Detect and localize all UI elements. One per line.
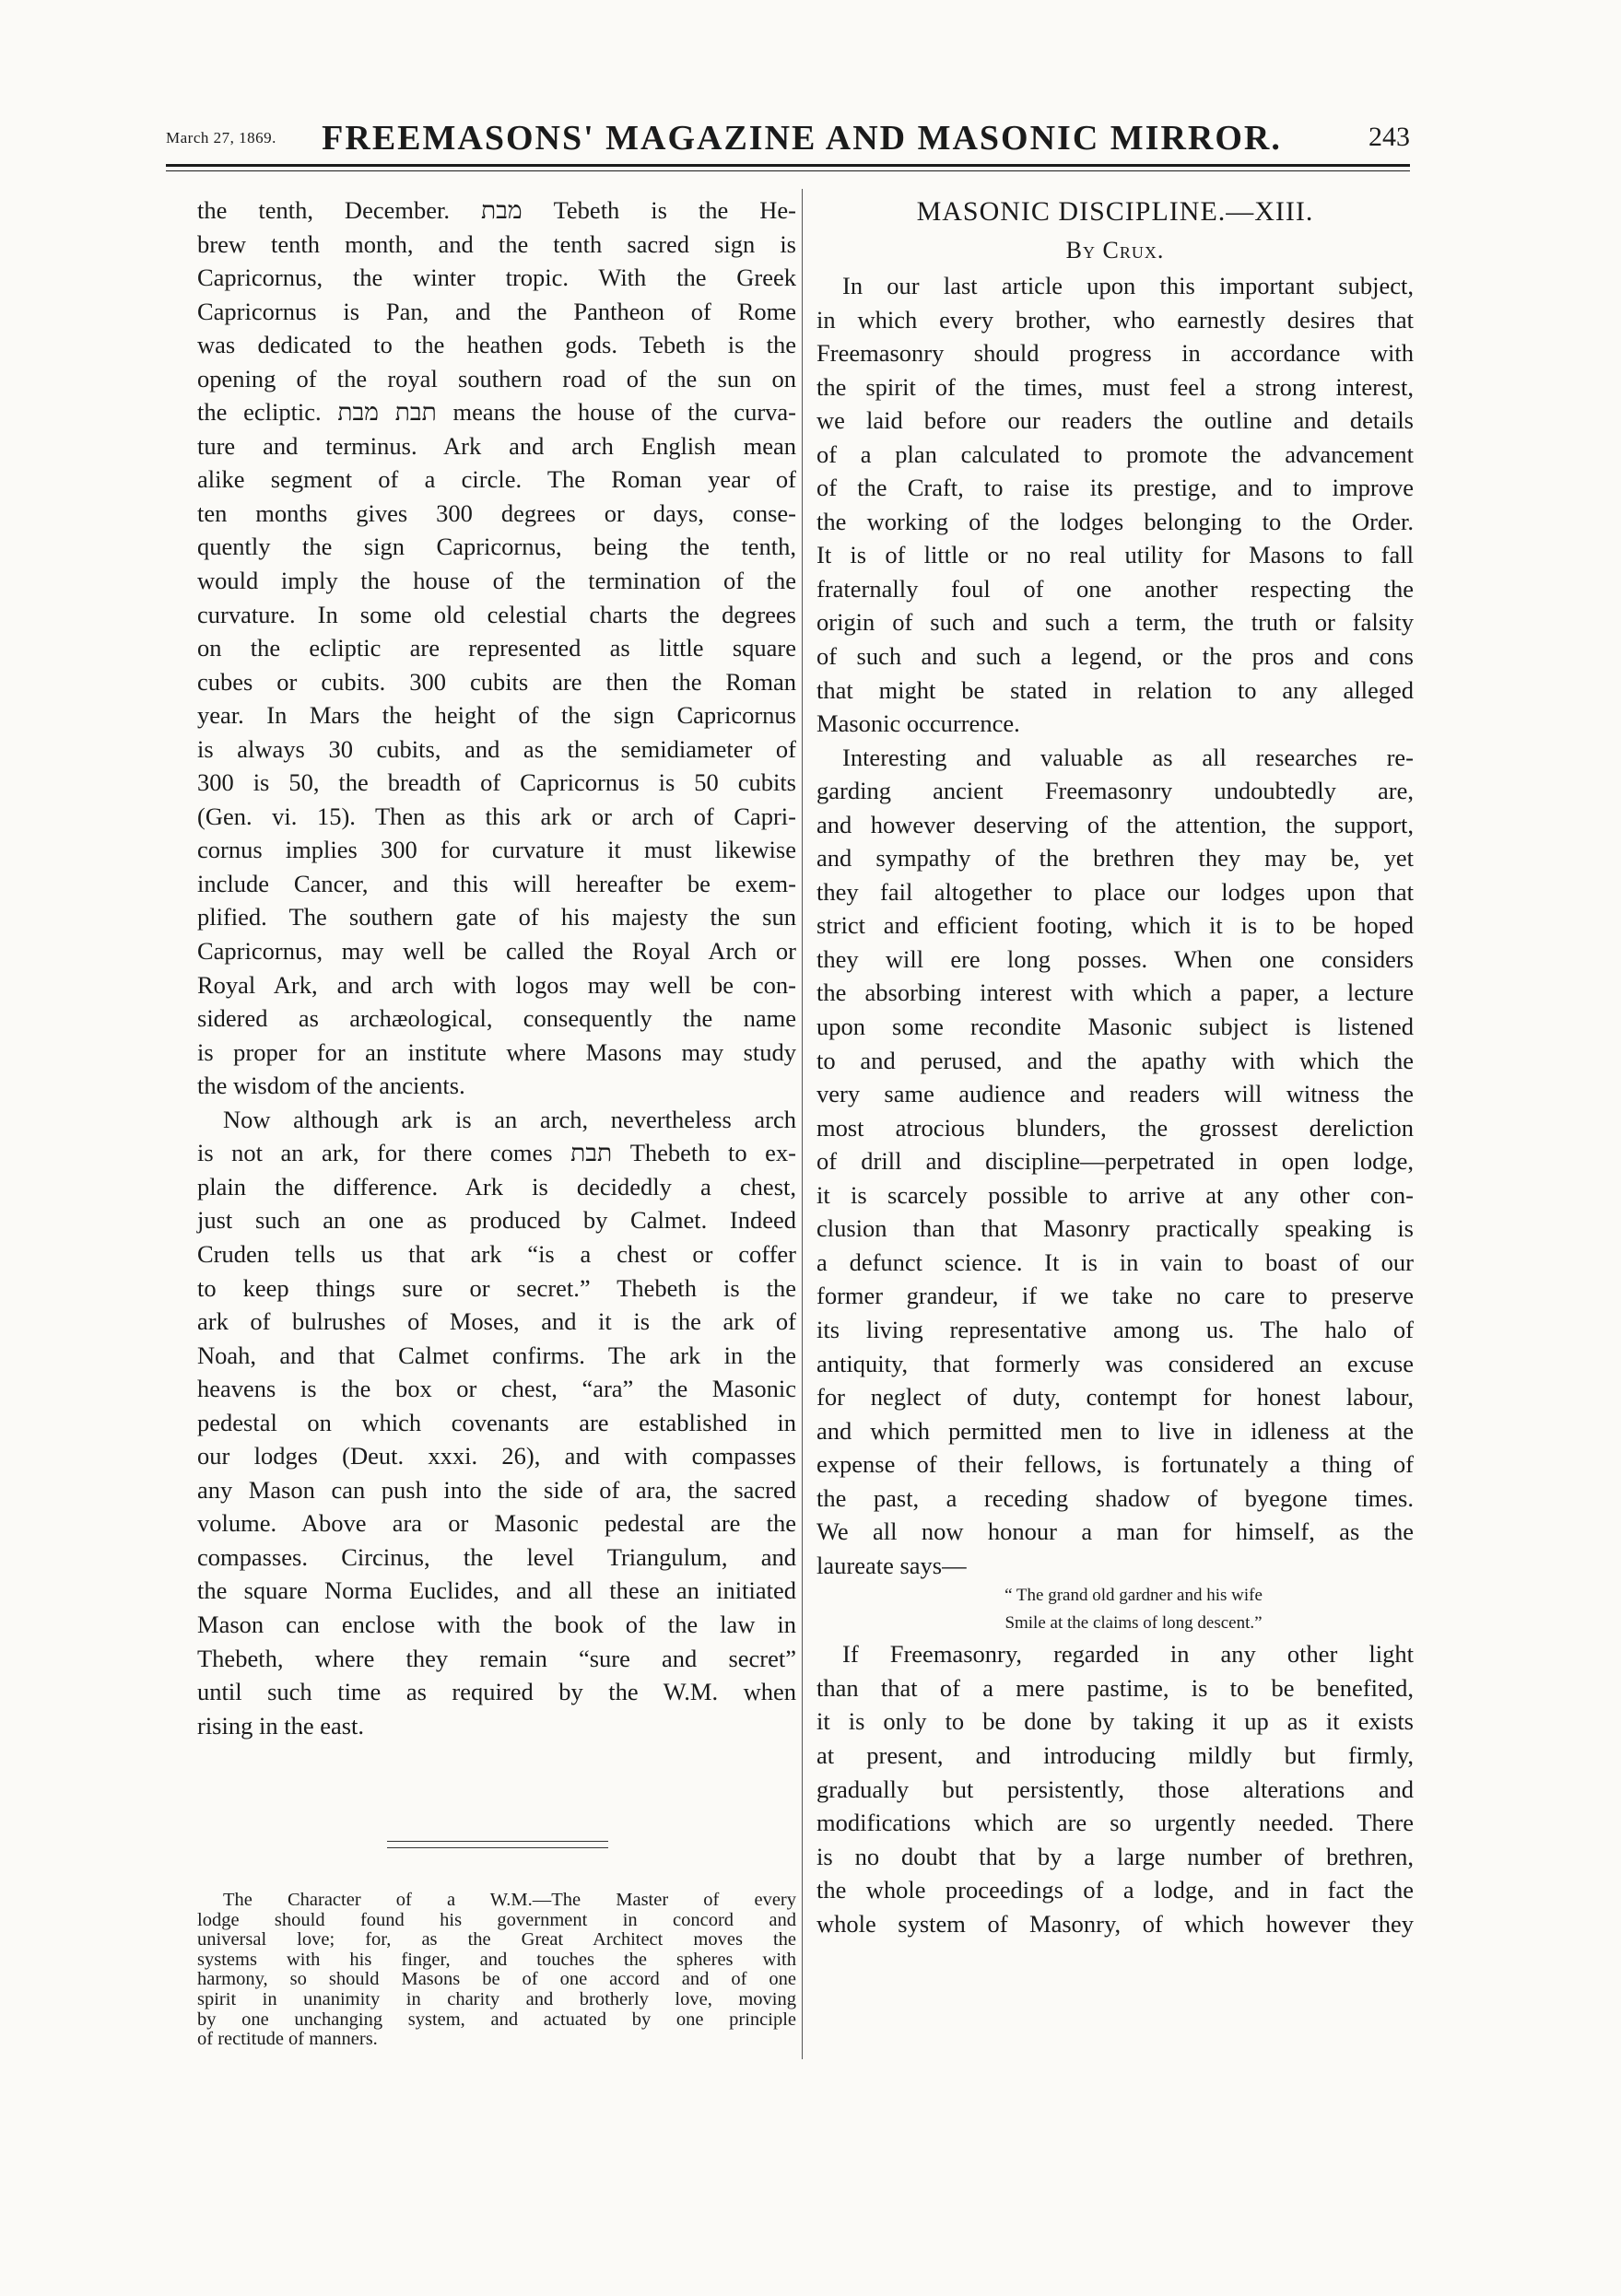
left-text-line: Capricornus is Pan, and the Pantheon of Rome (197, 297, 796, 325)
right-text-line: modifications which are so urgently needed. There (816, 1809, 1414, 1837)
left-text-line: is not an ark, for there comes תבת Thebeth to ex- (197, 1139, 796, 1167)
left-text-line: rising in the east. (197, 1711, 365, 1740)
right-text-line: origin of such and such a term, the truth or falsity (816, 608, 1414, 637)
right-text-line: than that of a mere pastime, is to be benefited, (816, 1673, 1414, 1702)
left-text-line: the wisdom of the ancients. (197, 1072, 465, 1100)
note-text-line: by one unchanging system, and actuated by one principle (197, 2009, 796, 2030)
right-text-line: former grandeur, if we take no care to preserve (816, 1282, 1414, 1310)
left-text-line: Capricornus, may well be called the Royal Arch or (197, 937, 796, 966)
right-text-line: they fail altogether to place our lodges upon that (816, 877, 1414, 906)
right-column (816, 193, 1414, 1940)
left-text-line: brew tenth month, and the tenth sacred sign is (197, 229, 796, 258)
footnote-block (197, 1891, 796, 2050)
left-text-line: ark of bulrushes of Moses, and it is the ark of (197, 1307, 796, 1336)
left-text-line: our lodges (Deut. xxxi. 26), and with compasses (197, 1442, 796, 1470)
left-text-line: 300 is 50, the breadth of Capricornus is 50 cubits (197, 768, 796, 797)
right-text-line: it is scarcely possible to arrive at any other con- (816, 1180, 1414, 1209)
left-text-line: to keep things sure or secret.” Thebeth is the (197, 1273, 796, 1302)
right-text-line: it is only to be done by taking it up as it exists (816, 1707, 1414, 1736)
quote-line: Smile at the claims of long descent.” (1004, 1613, 1263, 1634)
note-separator-top (387, 1841, 608, 1842)
header-rule-thin (166, 170, 1410, 171)
left-text-line: the ecliptic. תבת מבת means the house of the curva- (197, 398, 796, 427)
right-text-line: that might be stated in relation to any alleged (816, 675, 1414, 704)
note-text-line: of rectitude of manners. (197, 2029, 378, 2050)
right-text-line: they will ere long posses. When one considers (816, 944, 1414, 973)
left-text-line: compasses. Circinus, the level Triangulum, and (197, 1542, 796, 1571)
left-text-line: volume. Above ara or Masonic pedestal are the (197, 1509, 796, 1538)
right-text-line: of such and such a legend, or the pros and cons (816, 642, 1414, 671)
right-text-line: clusion than that Masonry practically speaking is (816, 1214, 1414, 1243)
running-header (166, 118, 1410, 158)
left-text-line: ture and terminus. Ark and arch English mean (197, 431, 796, 460)
right-text-line: the spirit of the times, must feel a strong interest, (816, 372, 1414, 401)
note-text-line: systems with his finger, and touches the spheres with (197, 1949, 796, 1970)
right-text-line: for neglect of duty, contempt for honest labour, (816, 1383, 1414, 1412)
right-text-line: Masonic occurrence. (816, 709, 1020, 738)
right-text-line: very same audience and readers will witness the (816, 1080, 1414, 1108)
right-text-line: the whole proceedings of a lodge, and in fact the (816, 1876, 1414, 1904)
right-text-line: the working of the lodges belonging to the Order. (816, 507, 1414, 535)
right-text-line: we laid before our readers the outline and details (816, 406, 1414, 435)
left-text-line: until such time as required by the W.M. when (197, 1678, 796, 1706)
left-text-line: Mason can enclose with the book of the law in (197, 1610, 796, 1638)
quote-line: “ The grand old gardner and his wife (1004, 1586, 1263, 1606)
left-text-line: would imply the house of the termination of the (197, 567, 796, 595)
note-text-line: The Character of a W.M.—The Master of every (223, 1890, 796, 1910)
left-text-line: just such an one as produced by Calmet. Indeed (197, 1206, 796, 1235)
right-text-line: fraternally foul of one another respecting the (816, 574, 1414, 603)
right-text-line: garding ancient Freemasonry undoubtedly are, (816, 777, 1414, 805)
right-text-line: Interesting and valuable as all researches re- (842, 743, 1414, 771)
verse-quote (816, 1582, 1414, 1637)
left-text-line: quently the sign Capricornus, being the tenth, (197, 533, 796, 561)
left-text-line: Now although ark is an arch, nevertheless arch (223, 1105, 796, 1133)
left-column (197, 193, 796, 1742)
right-text-line: expense of their fellows, is fortunately a thing of (816, 1450, 1414, 1479)
right-text-line: at present, and introducing mildly but firmly, (816, 1740, 1414, 1769)
right-text-line: strict and efficient footing, which it is to be hoped (816, 911, 1414, 940)
right-text-line: a defunct science. It is in vain to boast of our (816, 1248, 1414, 1276)
left-text-line: Capricornus, the winter tropic. With the Greek (197, 264, 796, 292)
right-text-line: of drill and discipline—perpetrated in open lodge, (816, 1147, 1414, 1176)
right-text-line: and which permitted men to live in idleness at the (816, 1416, 1414, 1445)
article-byline: By Crux. (1065, 237, 1165, 264)
right-text-line: and however deserving of the attention, the support, (816, 810, 1414, 838)
left-text-line: the tenth, December. מבת Tebeth is the He- (197, 196, 796, 224)
left-text-line: opening of the royal southern road of the sun on (197, 364, 796, 392)
left-text-line: plified. The southern gate of his majesty the sun (197, 903, 796, 931)
left-text-line: is proper for an institute where Masons may study (197, 1037, 796, 1066)
right-text-line: Freemasonry should progress in accordance with (816, 339, 1414, 368)
right-text-line: most atrocious blunders, the grossest dereliction (816, 1113, 1414, 1142)
left-text-line: year. In Mars the height of the sign Capricornus (197, 701, 796, 730)
page-number: 243 (1368, 122, 1410, 152)
right-text-line: of a plan calculated to promote the advancement (816, 439, 1414, 468)
right-text-line: upon some recondite Masonic subject is listened (816, 1013, 1414, 1041)
header-title: FREEMASONS' MAGAZINE AND MASONIC MIRROR. (322, 119, 1282, 158)
left-text-line: was dedicated to the heathen gods. Tebeth is the (197, 331, 796, 359)
right-text-line: and sympathy of the brethren they may be, yet (816, 844, 1414, 873)
right-text-line: the absorbing interest with which a paper, a lecture (816, 978, 1414, 1007)
left-text-line: (Gen. vi. 15). Then as this ark or arch of Capri- (197, 802, 796, 830)
right-text-line: to and perused, and the apathy with which the (816, 1046, 1414, 1074)
article-body-part-1 (816, 269, 1414, 1582)
header-rule (166, 164, 1410, 167)
right-text-line: the past, a receding shadow of byegone times. (816, 1483, 1414, 1512)
right-text-line: of the Craft, to raise its prestige, and to improve (816, 474, 1414, 502)
left-text-line: ten months gives 300 degrees or days, conse- (197, 498, 796, 527)
note-text-line: spirit in unanimity in charity and brotherly love, moving (197, 1988, 796, 2009)
right-text-line: It is of little or no real utility for Masons to fall (816, 541, 1414, 569)
left-text-line: alike segment of a circle. The Roman year of (197, 465, 796, 494)
left-text-line: plain the difference. Ark is decidedly a chest, (197, 1172, 796, 1201)
left-text-line: Royal Ark, and arch with logos may well be con- (197, 970, 796, 999)
right-text-line: antiquity, that formerly was considered an excuse (816, 1349, 1414, 1377)
left-text-line: sidered as archæological, consequently the name (197, 1004, 796, 1033)
right-text-line: in which every brother, who earnestly desires that (816, 305, 1414, 334)
note-separator-bottom (387, 1847, 608, 1848)
column-divider (802, 189, 803, 2059)
left-text-line: the square Norma Euclides, and all these an initiated (197, 1576, 796, 1605)
left-text-line: Cruden tells us that ark “is a chest or coffer (197, 1239, 796, 1268)
left-text-line: on the ecliptic are represented as little square (197, 634, 796, 662)
note-text-line: harmony, so should Masons be of one accord and of one (197, 1969, 796, 1990)
left-text-line: heavens is the box or chest, “ara” the Masonic (197, 1375, 796, 1403)
left-text-line: curvature. In some old celestial charts the degrees (197, 600, 796, 628)
article-body-part-2 (816, 1637, 1414, 1940)
right-text-line: We all now honour a man for himself, as the (816, 1517, 1414, 1546)
right-text-line: If Freemasonry, regarded in any other light (842, 1640, 1414, 1669)
right-text-line: In our last article upon this important subject, (842, 272, 1414, 299)
left-text-line: any Mason can push into the side of ara, the sacred (197, 1475, 796, 1504)
left-text-line: cubes or cubits. 300 cubits are then the Roman (197, 667, 796, 696)
left-text-line: cornus implies 300 for curvature it must likewise (197, 836, 796, 864)
right-text-line: its living representative among us. The halo of (816, 1315, 1414, 1343)
left-text-line: is always 30 cubits, and as the semidiameter of (197, 734, 796, 763)
left-text-line: Thebeth, where they remain “sure and secret” (197, 1644, 796, 1672)
header-date: March 27, 1869. (166, 129, 276, 146)
note-text-line: universal love; for, as the Great Architect moves the (197, 1929, 796, 1950)
right-text-line: gradually but persistently, those alterations and (816, 1775, 1414, 1803)
left-text-line: pedestal on which covenants are established in (197, 1408, 796, 1436)
note-text-line: lodge should found his government in concord and (197, 1909, 796, 1930)
left-text-line: Noah, and that Calmet confirms. The ark in the (197, 1341, 796, 1369)
right-text-line: whole system of Masonry, of which however they (816, 1909, 1414, 1938)
left-text-line: include Cancer, and this will hereafter be exem- (197, 869, 796, 897)
right-text-line: laureate says— (816, 1551, 967, 1579)
article-title: MASONIC DISCIPLINE.—XIII. (916, 196, 1314, 227)
right-text-line: is no doubt that by a large number of brethren, (816, 1842, 1414, 1870)
